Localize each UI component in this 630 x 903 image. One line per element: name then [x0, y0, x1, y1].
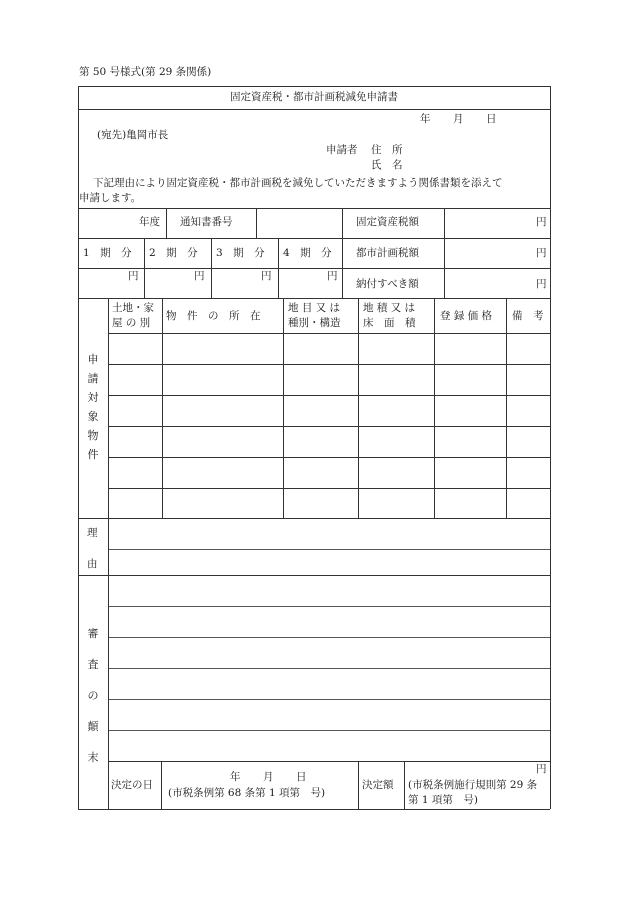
decision-amount-basis: 第 1 項第 号): [408, 794, 478, 806]
col-header-registered-value: 登 録 価 格: [440, 310, 493, 322]
property-row-divider: [108, 457, 550, 458]
property-bottom-border: [78, 518, 550, 519]
col-header-remarks: 備 考: [512, 310, 544, 322]
review-writing-line: [108, 606, 550, 607]
address-label: 住 所: [371, 144, 403, 156]
reason-label: 由: [87, 558, 98, 570]
form-number: 第 50 号様式(第 29 条関係): [79, 66, 212, 78]
name-label: 氏 名: [371, 159, 403, 171]
col-header-area: 地 積 又 は: [363, 302, 416, 314]
installment-1-label: 1 期 分: [83, 247, 132, 259]
table-right-border: [550, 86, 551, 809]
cell-divider: [404, 761, 405, 809]
amount-due-label: 納付すべき額: [356, 278, 419, 290]
yen-unit: 円: [194, 270, 205, 282]
cell-divider: [444, 208, 445, 298]
application-date: 年 月 日: [420, 113, 497, 125]
col-header-category-structure: 種別・構造: [288, 317, 341, 329]
review-writing-line: [108, 699, 550, 700]
cell-divider: [144, 238, 145, 298]
col-header-category-structure: 地 目 又 は: [288, 302, 341, 314]
yen-unit: 円: [327, 270, 338, 282]
reason-label: 理: [87, 527, 98, 539]
intro-divider: [78, 208, 550, 209]
applicant-label: 申請者: [326, 144, 358, 156]
fixed-asset-tax-label: 固定資産税額: [356, 216, 419, 228]
cell-divider: [342, 208, 343, 298]
decision-date-value: 年 月 日: [230, 771, 307, 783]
decision-row-top-border: [108, 761, 550, 762]
decision-date-basis: (市税条例第 68 条第 1 項第 号): [168, 787, 326, 799]
reason-bottom-border: [78, 575, 550, 576]
installment-4-label: 4 期 分: [283, 247, 332, 259]
property-row-divider: [108, 426, 550, 427]
row-divider-3: [78, 298, 550, 299]
review-writing-line: [108, 637, 550, 638]
property-row-divider: [108, 364, 550, 365]
property-row-divider: [108, 488, 550, 489]
yen-unit: 円: [128, 270, 139, 282]
cell-divider: [211, 238, 212, 298]
cell-divider: [434, 298, 435, 518]
fiscal-year-label: 年度: [139, 216, 160, 228]
form-title: 固定資産税・都市計画税減免申請書: [230, 91, 398, 103]
cell-divider: [506, 298, 507, 518]
cell-divider: [358, 761, 359, 809]
yen-unit: 円: [536, 247, 547, 259]
decision-amount-label: 決定額: [362, 779, 394, 791]
row-divider-2: [78, 268, 550, 269]
yen-unit: 円: [261, 270, 272, 282]
row-divider-1: [78, 238, 550, 239]
installment-2-label: 2 期 分: [149, 247, 198, 259]
review-writing-line: [108, 668, 550, 669]
installment-3-label: 3 期 分: [216, 247, 265, 259]
cell-divider: [283, 298, 284, 518]
col-header-land-or-house: 土地・家: [112, 302, 154, 314]
col-header-area: 床 面 積: [363, 317, 416, 329]
city-planning-tax-label: 都市計画税額: [356, 247, 419, 259]
cell-divider: [162, 298, 163, 518]
col-header-land-or-house: 屋 の 別: [112, 317, 151, 329]
col-header-location: 物 件 の 所 在: [166, 310, 261, 322]
reason-writing-line: [108, 549, 550, 550]
cell-divider: [256, 208, 257, 238]
yen-unit: 円: [536, 278, 547, 290]
review-writing-line: [108, 730, 550, 731]
notice-number-label: 通知書番号: [180, 216, 233, 228]
property-header-divider: [108, 333, 550, 334]
label-column-divider: [108, 298, 109, 809]
intro-text-line-1: 下記理由により固定資産税・都市計画税を減免していただきますよう関係書類を添えて: [93, 177, 503, 189]
yen-unit: 円: [536, 216, 547, 228]
title-divider: [78, 109, 550, 110]
decision-date-label: 決定の日: [111, 779, 153, 791]
property-row-divider: [108, 395, 550, 396]
intro-text-line-2: 申請します。: [79, 192, 142, 204]
addressee: (宛先)亀岡市長: [97, 129, 169, 141]
yen-unit: 円: [536, 763, 547, 775]
table-bottom-border: [78, 809, 550, 810]
table-top-border: [78, 86, 550, 87]
cell-divider: [278, 238, 279, 298]
cell-divider: [358, 298, 359, 518]
cell-divider: [161, 761, 162, 809]
cell-divider: [166, 208, 167, 238]
decision-amount-basis: (市税条例施行規則第 29 条: [408, 779, 538, 791]
